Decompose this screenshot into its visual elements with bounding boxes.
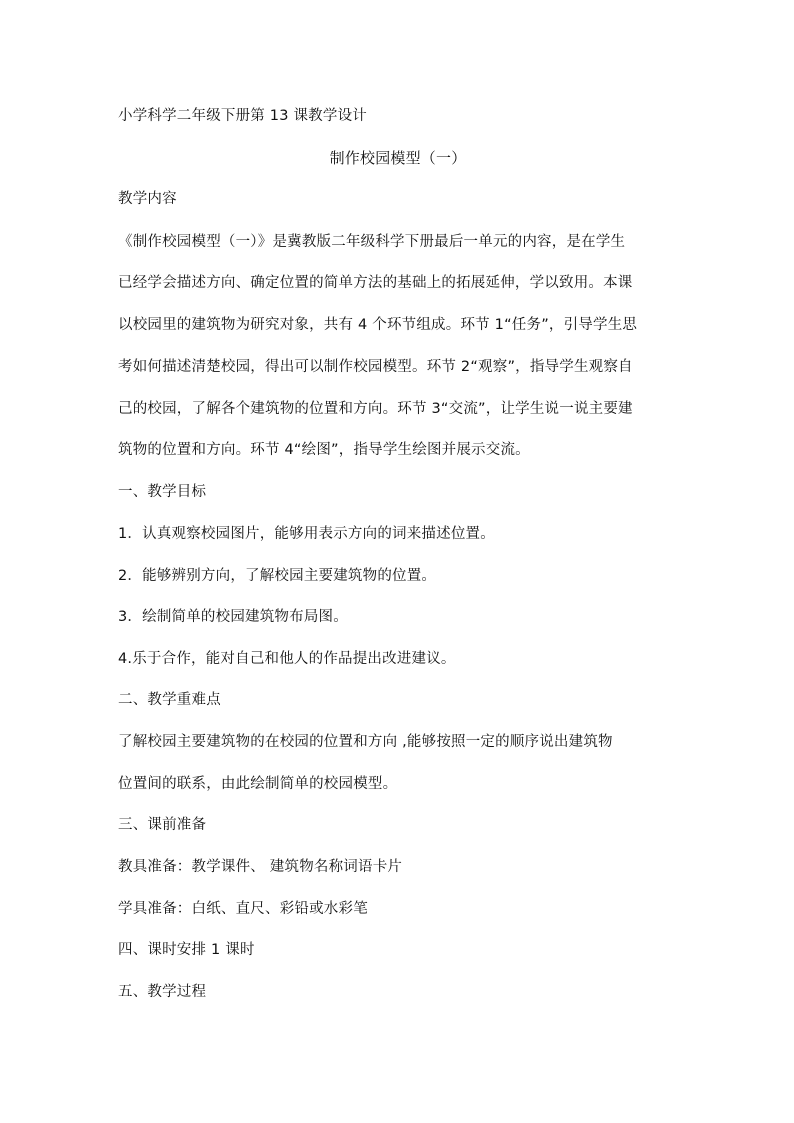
prep-heading: 三、课前准备 xyxy=(118,817,207,833)
goal-item-3: 3．绘制简单的校园建筑物布局图。 xyxy=(118,609,348,625)
goal-item-1: 1．认真观察校园图片，能够用表示方向的词来描述位置。 xyxy=(118,526,495,542)
keypoints-line-1: 了解校园主要建筑物的在校园的位置和方向 ,能够按照一定的顺序说出建筑物 xyxy=(118,734,613,750)
goals-heading: 一、教学目标 xyxy=(118,484,207,500)
content-line-3: 以校园里的建筑物为研究对象，共有 4 个环节组成。环节 1“任务”，引导学生思 xyxy=(118,317,638,333)
document-header: 小学科学二年级下册第 13 课教学设计 xyxy=(118,108,367,124)
keypoints-heading: 二、教学重难点 xyxy=(118,692,221,708)
content-line-1: 《制作校园模型（一）》是冀教版二年级科学下册最后一单元的内容，是在学生 xyxy=(118,234,626,250)
prep-student: 学具准备：白纸、直尺、彩铅或水彩笔 xyxy=(118,901,368,917)
schedule-line: 四、课时安排 1 课时 xyxy=(118,942,255,958)
content-line-6: 筑物的位置和方向。环节 4“绘图”，指导学生绘图并展示交流。 xyxy=(118,442,530,458)
content-line-5: 己的校园，了解各个建筑物的位置和方向。环节 3“交流”，让学生说一说主要建 xyxy=(118,401,633,417)
document-title: 制作校园模型（一） xyxy=(329,149,467,167)
content-heading: 教学内容 xyxy=(118,191,177,207)
content-line-2: 已经学会描述方向、确定位置的简单方法的基础上的拓展延伸，学以致用。本课 xyxy=(118,275,633,291)
goal-item-4: 4.乐于合作，能对自己和他人的作品提出改进建议。 xyxy=(118,651,456,667)
goal-item-2: 2．能够辨别方向，了解校园主要建筑物的位置。 xyxy=(118,568,437,584)
prep-teacher: 教具准备：教学课件、 建筑物名称词语卡片 xyxy=(118,859,403,875)
content-line-4: 考如何描述清楚校园，得出可以制作校园模型。环节 2“观察”，指导学生观察自 xyxy=(118,359,633,375)
keypoints-line-2: 位置间的联系，由此绘制简单的校园模型。 xyxy=(118,776,398,792)
process-heading: 五、教学过程 xyxy=(118,984,207,1000)
